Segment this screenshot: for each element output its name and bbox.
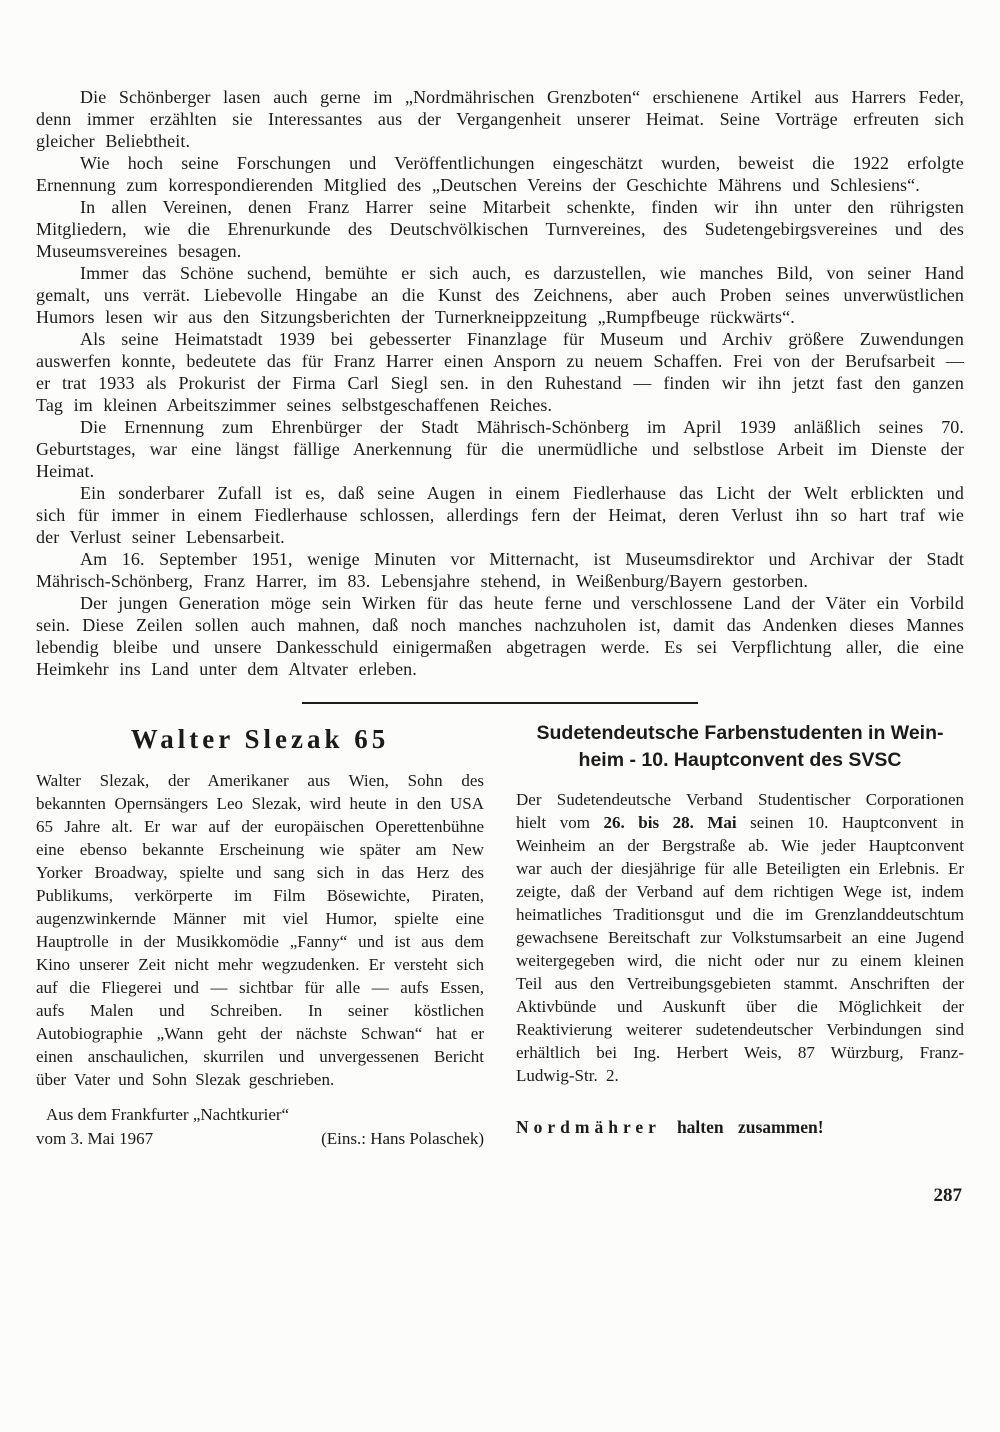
source-publication: Aus dem Frankfurter „Nachtkurier“: [46, 1105, 290, 1124]
obituary-paragraph: Der jungen Generation möge sein Wirken für das heute ferne und verschlossene Land der Väter ein Vorbild sein. Diese Zeilen sollen auch mahnen, daß noch manches nachzuholen ist, damit das Andenken dieses Mannes lebendig bleibe und unsere Dankesschuld einigermaßen abgetragen werde. Es sei Verpflichtung aller, die eine Heimkehr ins Land unter dem Altvater erleben.: [36, 593, 964, 679]
source-row: [36, 1129, 484, 1149]
obituary-paragraph: Die Ernennung zum Ehrenbürger der Stadt Mährisch-Schönberg im April 1939 anläßlich seines 70. Geburtstages, war eine längst fällige Anerkennung für die unermüdliche und selbstlose Arbeit im Dienste der Heimat.: [36, 417, 964, 481]
slogan-rest: halten zusammen!: [676, 1117, 824, 1137]
svsc-article: [516, 720, 964, 1149]
slezak-article-source: [36, 1105, 484, 1149]
slogan-line: [516, 1117, 964, 1138]
obituary-paragraph: In allen Vereinen, denen Franz Harrer seine Mitarbeit schenkte, finden wir ihn unter den rührigsten Mitgliedern, wie die Ehrenurkunde des Deutschvölkischen Turnvereines, des Sudetengebirgsvereines und des Museumsvereines besagen.: [36, 197, 964, 261]
section-divider: [302, 702, 698, 704]
source-date: vom 3. Mai 1967: [36, 1129, 154, 1148]
slezak-article-title: Walter Slezak 65: [130, 724, 390, 754]
svsc-title-line-1: Sudetendeutsche Farbenstudenten in Wein-: [536, 722, 944, 744]
slezak-article-body: Walter Slezak, der Amerikaner aus Wien, Sohn des bekannten Opernsängers Leo Slezak, wird heute in den USA 65 Jahre alt. Er war auf der europäischen Operettenbühne eine ebenso bekannte Erscheinung wie später am New Yorker Broadway, spielte und sang sich in das Herz des Publikums, verkörperte im Film Bösewichte, Piraten, augenzwinkernde Männer mit viel Humor, spielte eine Hauptrolle in der Musikkomödie „Fanny“ und ist aus dem Kino unserer Zeit nicht mehr wegzudenken. Er versteht sich auf die Fliegerei und — sichtbar für alle — aufs Essen, aufs Malen und Schreiben. In seiner köstlichen Autobiographie „Wann geht der nächste Schwan“ hat er einen anschaulichen, skurrilen und unvergessenen Bericht über Vater und Sohn Slezak geschrieben.: [36, 771, 484, 1089]
source-credit: (Eins.: Hans Polaschek): [321, 1129, 484, 1148]
slezak-article: [36, 720, 484, 1149]
svsc-title-line-2: heim - 10. Hauptconvent des SVSC: [578, 749, 902, 771]
obituary-paragraph: Am 16. September 1951, wenige Minuten vor Mitternacht, ist Museumsdirektor und Archivar der Stadt Mährisch-Schönberg, Franz Harrer, im 83. Lebensjahre stehend, in Weißenburg/Bayern gestorben.: [36, 549, 964, 591]
two-column-section: [36, 720, 964, 1149]
svsc-body-text: seinen 10. Hauptconvent in Weinheim an der Bergstraße ab. Wie jeder Hauptconvent war auch der diesjährige für alle Beteiligten ein Erlebnis. Er zeigte, daß der Verband auf dem richtigen Wege ist, indem heimatliches Traditionsgut und die im Grenzlanddeutschtum gewachsene Bereitschaft zur Volkstumsarbeit an eine Jugend weitergegeben wird, die nicht oder nur zu einem kleinen Teil aus den Vertreibungsgebieten stammt. Anschriften der Aktivbünde und Auskunft über die Möglichkeit der Reaktivierung weiterer sudetendeutscher Verbindungen sind erhältlich bei Ing. Herbert Weis, 87 Würzburg, Franz-Ludwig-Str. 2.: [516, 813, 965, 1085]
slogan-spaced-word: Nordmährer: [516, 1117, 661, 1137]
obituary-section: [36, 86, 964, 680]
obituary-paragraph: Ein sonderbarer Zufall ist es, daß seine Augen in einem Fiedlerhause das Licht der Welt erblickten und sich für immer in einem Fiedlerhause schlossen, allerdings fern der Heimat, deren Verlust ihn so hart traf wie der Verlust seiner Lebensarbeit.: [36, 483, 964, 547]
obituary-paragraph: Wie hoch seine Forschungen und Veröffentlichungen eingeschätzt wurden, beweist die 1922 erfolgte Ernennung zum korrespondierenden Mitglied des „Deutschen Vereins der Geschichte Mährens und Schlesiens“.: [36, 153, 964, 195]
svsc-body-bold-dates: 26. bis 28. Mai: [603, 813, 737, 832]
obituary-paragraph: Als seine Heimatstadt 1939 bei gebesserter Finanzlage für Museum und Archiv größere Zuwendungen auswerfen konnte, bedeutete das für Franz Harrer einen Ansporn zu neuem Schaffen. Frei von der Berufsarbeit — er trat 1933 als Prokurist der Firma Carl Siegl sen. in den Ruhestand — finden wir ihn jetzt fast den ganzen Tag im kleinen Arbeitszimmer seines selbstgeschaffenen Reiches.: [36, 329, 964, 415]
page-number: 287: [933, 1185, 962, 1206]
svsc-body-text: Der Sudetendeutsche Verband Studentischer Corporationen hielt vom: [516, 790, 964, 832]
svsc-article-body: [516, 788, 964, 1087]
obituary-paragraph: Immer das Schöne suchend, bemühte er sich auch, es darzustellen, wie manches Bild, von seiner Hand gemalt, uns verrät. Liebevolle Hingabe an die Kunst des Zeichnens, aber auch Proben seines unverwüstlichen Humors lesen wir aus den Sitzungsberichten der Turnerkneippzeitung „Rumpfbeuge rückwärts“.: [36, 263, 964, 327]
obituary-paragraph: Die Schönberger lasen auch gerne im „Nordmährischen Grenzboten“ erschienene Artikel aus Harrers Feder, denn immer erzählten sie Interessantes aus der Vergangenheit unserer Heimat. Seine Vorträge erfreuten sich gleicher Beliebtheit.: [36, 87, 964, 151]
svsc-article-title: [516, 720, 964, 774]
